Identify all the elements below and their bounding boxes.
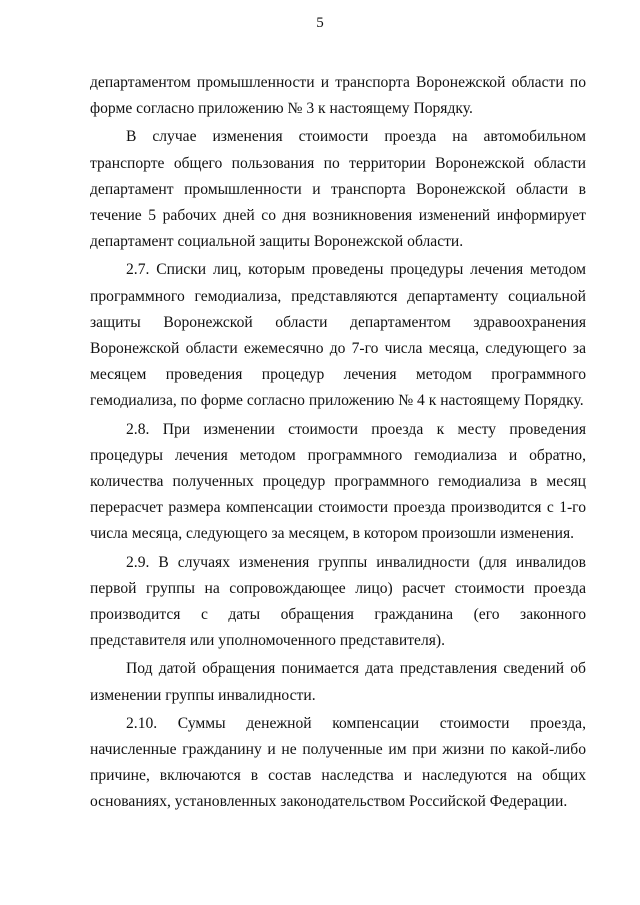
paragraph-clause-2-8: 2.8. При изменении стоимости проезда к месту проведения процедуры лечения методом программного гемодиализа и обратно, количества полученных процедур программного гемодиализа в месяц перерасчет размера компенсации стоимости проезда производится с 1-го числа месяца, следующего за месяцем, в котором произошли изменения. (90, 420, 586, 543)
document-body (90, 70, 586, 816)
page-number: 5 (316, 15, 324, 31)
paragraph-fare-change: В случае изменения стоимости проезда на автомобильном транспорте общего пользования по территории Воронежской области департамент промышленности и транспорта Воронежской области в течение 5 рабочих дней со дня возникновения изменений информирует департамент социальной защиты Воронежской области. (90, 128, 586, 251)
paragraph-application-date: Под датой обращения понимается дата представления сведений об изменении группы инвалидности. (90, 660, 586, 704)
paragraph-continuation: департаментом промышленности и транспорта Воронежской области по форме согласно приложению № 3 к настоящему Порядку. (90, 74, 586, 118)
paragraph-clause-2-7: 2.7. Списки лиц, которым проведены процедуры лечения методом программного гемодиализа, представляются департаменту социальной защиты Воронежской области департаментом здравоохранения Воронежской области ежемесячно до 7-го числа месяца, следующего за месяцем проведения процедур лечения методом программного гемодиализа, по форме согласно приложению № 4 к настоящему Порядку. (90, 261, 586, 410)
paragraph-clause-2-10: 2.10. Суммы денежной компенсации стоимости проезда, начисленные гражданину и не полученные им при жизни по какой-либо причине, включаются в состав наследства и наследуются на общих основаниях, установленных законодательством Российской Федерации. (90, 714, 586, 811)
paragraph-clause-2-9: 2.9. В случаях изменения группы инвалидности (для инвалидов первой группы на сопровождающее лицо) расчет стоимости проезда производится с даты обращения гражданина (его законного представителя или уполномоченного представителя). (90, 553, 586, 650)
